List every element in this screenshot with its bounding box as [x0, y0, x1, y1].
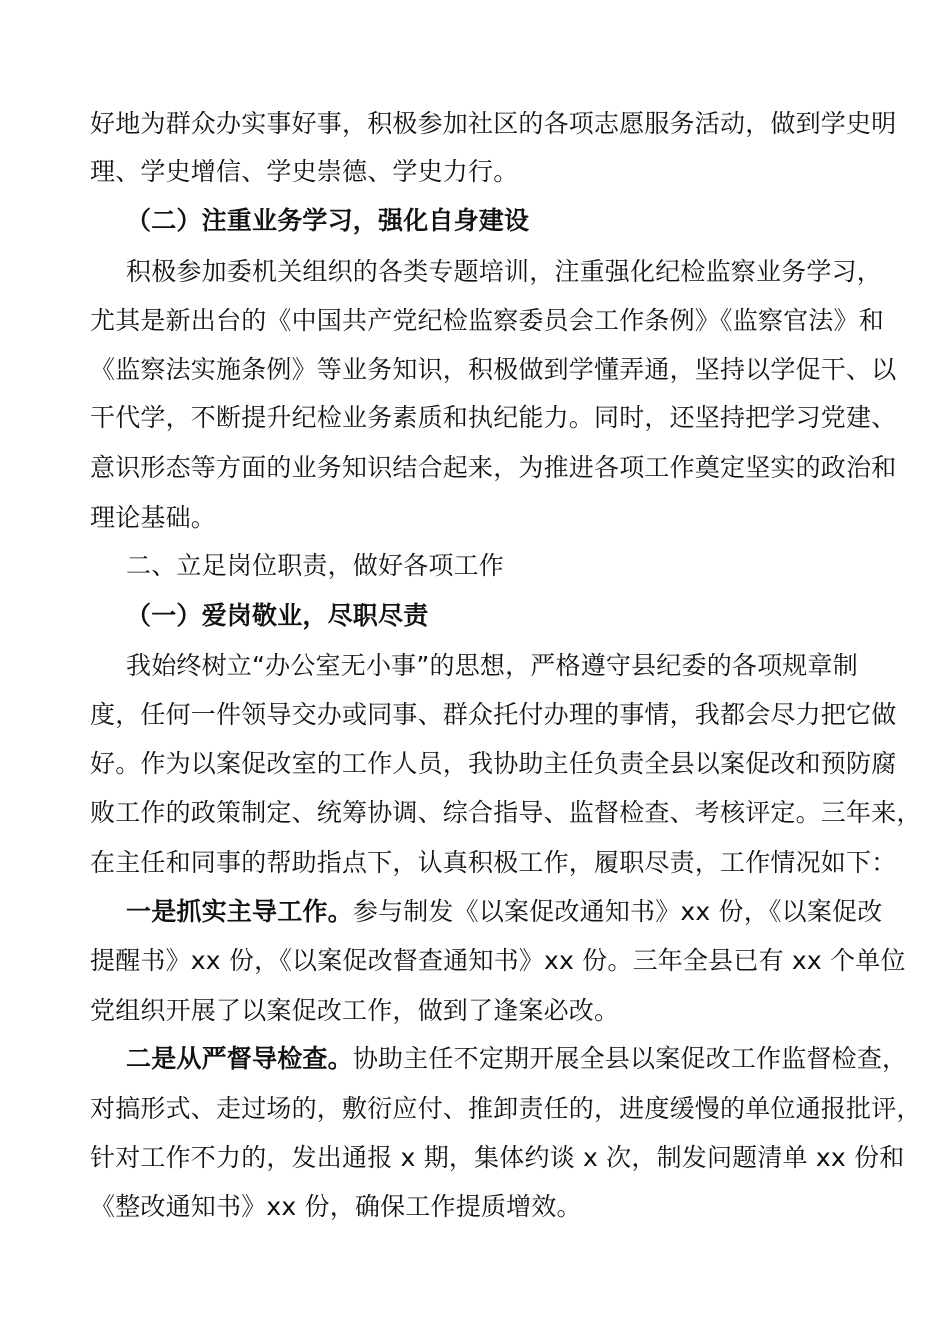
- line-text: 好地为群众办实事好事，积极参加社区的各项志愿服务活动，做到学史明: [90, 109, 897, 138]
- lead-phrase: 一是抓实主导工作。: [126, 897, 353, 926]
- line-text: 积极参加委机关组织的各类专题培训，注重强化纪检监察业务学习，: [126, 257, 883, 286]
- line-text: 我始终树立“办公室无小事”的思想，严格遵守县纪委的各项规章制: [126, 651, 858, 680]
- line-text: 尤其是新出台的《中国共产党纪检监察委员会工作条例》《监察官法》和: [90, 306, 884, 335]
- paragraph-line: [126, 1042, 906, 1076]
- heading-text: （一）爱岗敬业，尽职尽责: [126, 601, 429, 630]
- line-text: 参与制发《以案促改通知书》xx 份，《以案促改: [352, 897, 883, 926]
- line-text: 提醒书》xx 份，《以案促改督查通知书》xx 份。三年全县已有 xx 个单位: [90, 946, 906, 975]
- paragraph-line: [90, 304, 884, 338]
- paragraph-line: [90, 747, 897, 781]
- paragraph-line: [90, 944, 906, 978]
- paragraph-line: [90, 698, 897, 732]
- paragraph-line: [90, 796, 922, 830]
- line-text: 意识形态等方面的业务知识结合起来，为推进各项工作奠定坚实的政治和: [90, 453, 897, 482]
- paragraph-line: [90, 401, 897, 435]
- paragraph-line: [90, 994, 870, 1028]
- line-text: 针对工作不力的，发出通报 x 期，集体约谈 x 次，制发问题清单 xx 份和: [90, 1143, 905, 1172]
- paragraph-line: [126, 255, 906, 289]
- section-heading: [126, 549, 906, 583]
- paragraph-line: [90, 1190, 870, 1224]
- line-text: 败工作的政策制定、统筹协调、综合指导、监督检查、考核评定。三年来，: [90, 798, 922, 827]
- heading-text: （二）注重业务学习，强化自身建设: [126, 206, 530, 235]
- line-text: 理、学史增信、学史崇德、学史力行。: [90, 157, 519, 186]
- section-heading: [126, 204, 906, 238]
- line-text: 好。作为以案促改室的工作人员，我协助主任负责全县以案促改和预防腐: [90, 749, 897, 778]
- line-text: 在主任和同事的帮助指点下，认真积极工作，履职尽责，工作情况如下：: [90, 848, 897, 877]
- line-text: 理论基础。: [90, 503, 217, 532]
- line-text: 对搞形式、走过场的，敷衍应付、推卸责任的，进度缓慢的单位通报批评，: [90, 1094, 922, 1123]
- paragraph-line: [90, 451, 897, 485]
- paragraph-line: [90, 155, 870, 189]
- line-text: 协助主任不定期开展全县以案促改工作监督检查，: [352, 1044, 908, 1073]
- paragraph-line: [90, 501, 870, 535]
- paragraph-line: [90, 1092, 922, 1126]
- line-text: 党组织开展了以案促改工作，做到了逢案必改。: [90, 996, 620, 1025]
- paragraph-line: [126, 895, 906, 929]
- subsection-heading: [126, 599, 906, 633]
- paragraph-line: [90, 846, 897, 880]
- line-text: 《整改通知书》xx 份，确保工作提质增效。: [90, 1192, 582, 1221]
- line-text: 《监察法实施条例》等业务知识，积极做到学懂弄通，坚持以学促干、以: [90, 355, 897, 384]
- line-text: 干代学，不断提升纪检业务素质和执纪能力。同时，还坚持把学习党建、: [90, 403, 897, 432]
- lead-phrase: 二是从严督导检查。: [126, 1044, 353, 1073]
- line-text: 度，任何一件领导交办或同事、群众托付办理的事情，我都会尽力把它做: [90, 700, 897, 729]
- heading-text: 二、立足岗位职责，做好各项工作: [126, 551, 505, 580]
- paragraph-line: [126, 649, 906, 683]
- paragraph-line: [90, 107, 897, 141]
- paragraph-line: [90, 1141, 905, 1175]
- paragraph-line: [90, 353, 897, 387]
